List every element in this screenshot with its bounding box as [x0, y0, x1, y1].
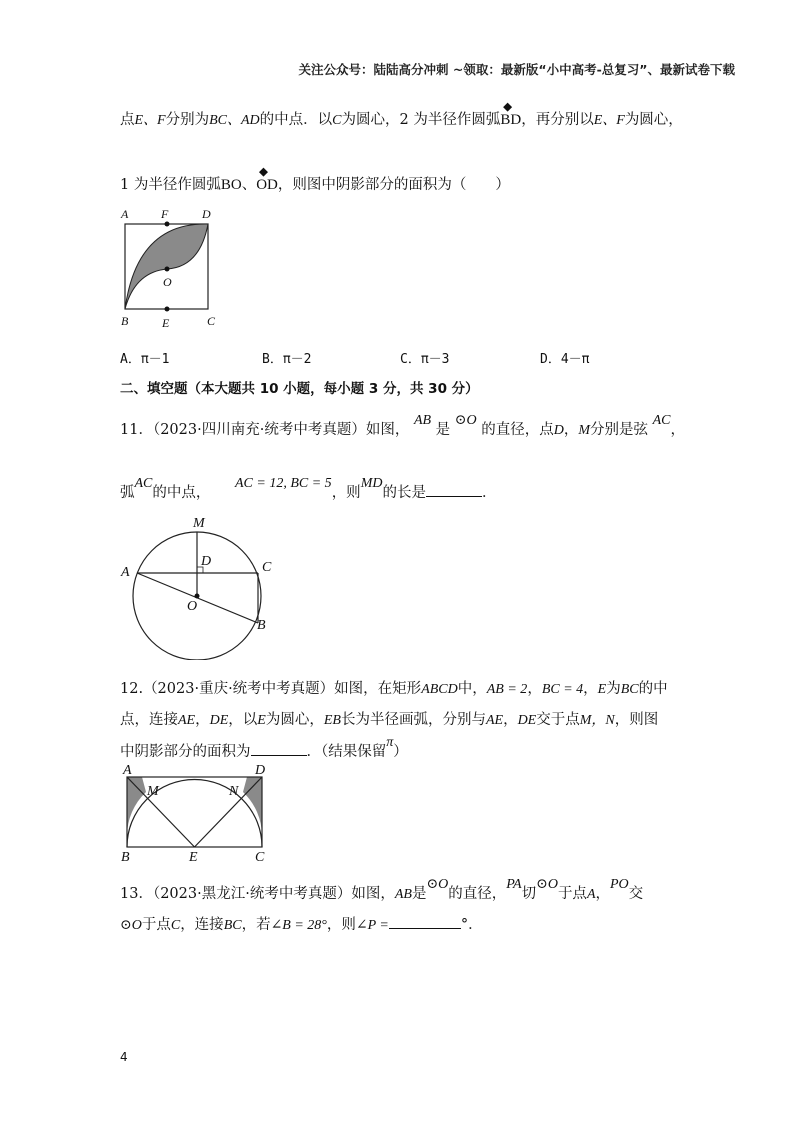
label-o: O — [187, 599, 198, 614]
shaded-leaf — [125, 224, 208, 309]
label-d: D — [255, 763, 266, 778]
arc-bd-symbol: ◆ BD — [500, 101, 522, 128]
section-title: 二、填空题（本大题共 10 小题，每小题 3 分，共 30 分） — [120, 381, 479, 397]
q10-figure — [115, 202, 225, 332]
label-n: N — [229, 784, 239, 799]
label-c: C — [262, 560, 272, 575]
label-b: B — [121, 850, 130, 865]
page-header: 关注公众号：陆陆高分冲刺 ~领取：最新版“小中高考-总复习”、最新试卷下载 — [298, 62, 735, 77]
point-f — [165, 222, 170, 227]
q13-line2: ⊙O于点C，连接BC，若∠B = 28°，则∠P = °． — [120, 917, 483, 933]
label-a: A — [121, 207, 129, 221]
label-b: B — [257, 618, 266, 633]
answer-blank-12[interactable] — [251, 743, 307, 756]
q12-line1: 12.（2023·重庆·统考中考真题）如图，在矩形ABCD中，AB = 2，BC = 4，E为BC的中 — [120, 681, 668, 697]
option-b[interactable]: B．π－2 — [262, 352, 312, 367]
label-c: C — [207, 314, 216, 328]
point-o — [165, 267, 170, 272]
q11-line1: 11．（2023·四川南充·统考中考真题）如图， AB 是 ⊙O 的直径，点D，M分别是弦 AC， — [120, 413, 686, 438]
label-c: C — [255, 850, 265, 865]
q12-line2: 点，连接AE，DE，以E为圆心，EB长为半径画弧，分别与AE，DE交于点M，N，则图 — [120, 712, 659, 728]
label-m: M — [193, 516, 205, 531]
option-c[interactable]: C．π－3 — [400, 352, 450, 367]
label-a: A — [123, 763, 132, 778]
label-d: D — [201, 554, 212, 569]
label-b: B — [121, 314, 129, 328]
q12-line3: 中阴影部分的面积为 ．（结果保留π） — [120, 735, 408, 760]
q10-line2: 1 为半径作圆弧BO、 ◆ OD，则图中阴影部分的面积为（ ） — [120, 166, 510, 193]
label-a: A — [121, 565, 130, 580]
q12-figure — [115, 762, 275, 867]
arc-od-symbol: ◆ OD — [256, 166, 278, 193]
q11-line2: 弧AC的中点， AC = 12, BC = 5，则MD的长是 ． — [120, 476, 497, 501]
label-e: E — [189, 850, 198, 865]
option-a[interactable]: A．π－1 — [120, 352, 170, 367]
point-o — [195, 594, 200, 599]
point-e — [165, 307, 170, 312]
arc-bo-symbol: BO — [220, 177, 242, 193]
q10-line1: 点E、F分别为BC、AD的中点．以C为圆心，2 为半径作圆弧 ◆ BD，再分别以E、F为圆心， — [120, 101, 683, 128]
label-o: O — [163, 275, 172, 289]
page-number: 4 — [120, 1050, 128, 1064]
q13-line1: 13．（2023·黑龙江·统考中考真题）如图，AB是⊙O的直径，PA切⊙O于点A，PO交 — [120, 877, 644, 902]
answer-blank-11[interactable] — [426, 484, 482, 497]
option-d[interactable]: D．4－π — [540, 352, 590, 367]
q11-figure — [115, 510, 285, 660]
label-d: D — [202, 207, 211, 221]
label-m: M — [147, 784, 159, 799]
answer-blank-13[interactable] — [389, 916, 461, 929]
label-e: E — [162, 316, 170, 330]
label-f: F — [161, 207, 169, 221]
